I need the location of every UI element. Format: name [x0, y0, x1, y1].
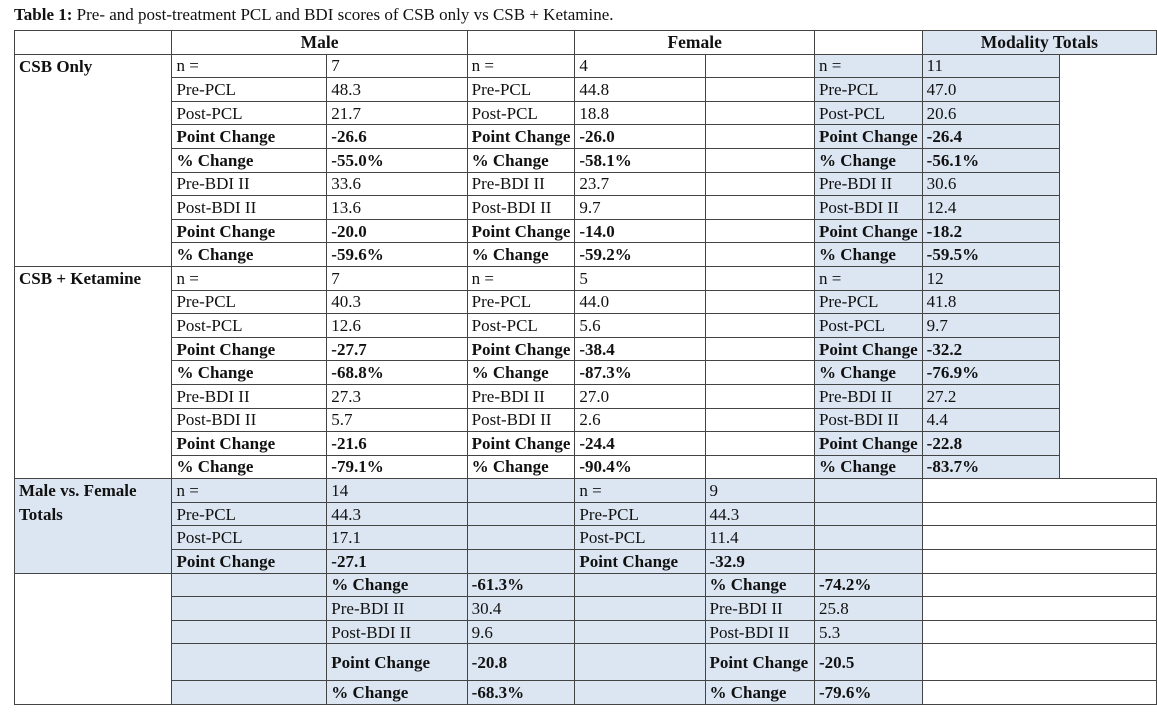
- section-cell: [15, 219, 172, 243]
- spacer-cell: [575, 644, 705, 681]
- cell-value: 7: [327, 54, 467, 78]
- cell-value: 27.2: [922, 384, 1060, 408]
- cell-value: -27.1: [327, 550, 467, 574]
- row-label: Point Change: [575, 550, 705, 574]
- header-male: Male: [172, 31, 467, 55]
- row-label: Post-BDI II: [467, 196, 575, 220]
- cell-value: -20.8: [467, 644, 575, 681]
- cell-value: -87.3%: [575, 361, 705, 385]
- spacer-cell: [467, 526, 575, 550]
- section-cell: [15, 455, 172, 479]
- spacer-cell: [705, 196, 814, 220]
- cell-value: -21.6: [327, 432, 467, 456]
- table-row: [15, 243, 1157, 267]
- row-label: % Change: [467, 243, 575, 267]
- section-cell: [15, 314, 172, 338]
- cell-value: 2.6: [575, 408, 705, 432]
- spacer-cell: [575, 681, 705, 705]
- row-label: % Change: [467, 455, 575, 479]
- cell-value: 9.7: [922, 314, 1060, 338]
- table-row: [15, 644, 1157, 681]
- cell-value: 12.4: [922, 196, 1060, 220]
- spacer-cell: [705, 172, 814, 196]
- cell-value: 4.4: [922, 408, 1060, 432]
- table-row: [15, 125, 1157, 149]
- section-cell: [15, 526, 172, 550]
- row-label: Post-PCL: [575, 526, 705, 550]
- cell-value: -24.4: [575, 432, 705, 456]
- spacer-cell: [172, 573, 327, 597]
- row-label: Pre-BDI II: [327, 597, 467, 621]
- cell-value: -18.2: [922, 219, 1060, 243]
- spacer-cell: [705, 314, 814, 338]
- cell-value: -83.7%: [922, 455, 1060, 479]
- row-label: Pre-PCL: [814, 78, 922, 102]
- row-label: Post-BDI II: [814, 196, 922, 220]
- row-label: Point Change: [172, 125, 327, 149]
- row-label: n =: [172, 54, 327, 78]
- row-label: Pre-BDI II: [467, 384, 575, 408]
- empty-cell: [922, 526, 1156, 550]
- spacer-cell: [705, 78, 814, 102]
- table-row: [15, 550, 1157, 574]
- cell-value: 12.6: [327, 314, 467, 338]
- row-label: Pre-BDI II: [467, 172, 575, 196]
- section-label-csb-only: CSB Only: [15, 54, 172, 78]
- row-label: n =: [575, 479, 705, 503]
- row-label: % Change: [814, 361, 922, 385]
- table-row: [15, 384, 1157, 408]
- spacer-cell: [575, 597, 705, 621]
- spacer-cell: [705, 243, 814, 267]
- table-row: [15, 681, 1157, 705]
- row-label: % Change: [172, 243, 327, 267]
- row-label: Post-PCL: [172, 101, 327, 125]
- cell-value: -59.6%: [327, 243, 467, 267]
- cell-value: -68.3%: [467, 681, 575, 705]
- row-label: Pre-PCL: [467, 78, 575, 102]
- row-label: Point Change: [467, 125, 575, 149]
- table-header-row: [15, 31, 1157, 55]
- cell-value: 30.4: [467, 597, 575, 621]
- spacer-cell: [575, 620, 705, 644]
- header-female: Female: [575, 31, 815, 55]
- row-label: % Change: [705, 681, 814, 705]
- row-label: Point Change: [814, 432, 922, 456]
- table-row: [15, 78, 1157, 102]
- section-label-totals: Male vs. Female: [15, 479, 172, 503]
- spacer-cell: [467, 479, 575, 503]
- cell-value: -32.2: [922, 337, 1060, 361]
- row-label: Point Change: [467, 219, 575, 243]
- cell-value: -14.0: [575, 219, 705, 243]
- caption-label: Table 1:: [14, 5, 73, 24]
- cell-value: 5: [575, 266, 705, 290]
- section-label-totals-line2: Totals: [15, 502, 172, 526]
- section-cell: [15, 432, 172, 456]
- row-label: Post-PCL: [814, 314, 922, 338]
- table-row: [15, 573, 1157, 597]
- row-label: n =: [467, 54, 575, 78]
- row-label: Point Change: [814, 219, 922, 243]
- row-label: Pre-BDI II: [172, 172, 327, 196]
- cell-value: -58.1%: [575, 148, 705, 172]
- row-label: Post-PCL: [172, 526, 327, 550]
- spacer-cell: [705, 148, 814, 172]
- row-label: Point Change: [705, 644, 814, 681]
- table-row: [15, 290, 1157, 314]
- spacer-cell: [705, 361, 814, 385]
- section-cell: [15, 243, 172, 267]
- cell-value: 9: [705, 479, 814, 503]
- cell-value: -68.8%: [327, 361, 467, 385]
- section-cell: [15, 125, 172, 149]
- row-label: Point Change: [172, 337, 327, 361]
- cell-value: 11.4: [705, 526, 814, 550]
- row-label: n =: [172, 479, 327, 503]
- row-label: Pre-PCL: [814, 290, 922, 314]
- cell-value: 47.0: [922, 78, 1060, 102]
- cell-value: -56.1%: [922, 148, 1060, 172]
- spacer-cell: [814, 479, 922, 503]
- cell-value: -22.8: [922, 432, 1060, 456]
- table-row: [15, 337, 1157, 361]
- row-label: Point Change: [467, 432, 575, 456]
- header-blank: [467, 31, 575, 55]
- section-cell: [15, 681, 172, 705]
- row-label: n =: [814, 54, 922, 78]
- table-row: [15, 196, 1157, 220]
- cell-value: -59.5%: [922, 243, 1060, 267]
- section-cell: [15, 148, 172, 172]
- table-caption: [14, 3, 614, 27]
- cell-value: -79.1%: [327, 455, 467, 479]
- cell-value: 20.6: [922, 101, 1060, 125]
- table-row: [15, 54, 1157, 78]
- section-cell: [15, 620, 172, 644]
- section-cell: [15, 384, 172, 408]
- spacer-cell: [467, 502, 575, 526]
- empty-cell: [922, 550, 1156, 574]
- spacer-cell: [467, 550, 575, 574]
- row-label: Post-BDI II: [172, 196, 327, 220]
- cell-value: -74.2%: [814, 573, 922, 597]
- spacer-cell: [575, 573, 705, 597]
- cell-value: 44.3: [705, 502, 814, 526]
- spacer-cell: [705, 290, 814, 314]
- empty-cell: [922, 573, 1156, 597]
- section-cell: [15, 597, 172, 621]
- section-label-csb-ketamine: CSB + Ketamine: [15, 266, 172, 290]
- table-row: [15, 148, 1157, 172]
- row-label: Post-PCL: [172, 314, 327, 338]
- cell-value: 21.7: [327, 101, 467, 125]
- cell-value: 12: [922, 266, 1060, 290]
- section-cell: [15, 361, 172, 385]
- cell-value: 9.7: [575, 196, 705, 220]
- section-cell: [15, 101, 172, 125]
- cell-value: 17.1: [327, 526, 467, 550]
- cell-value: 5.7: [327, 408, 467, 432]
- row-label: Post-BDI II: [705, 620, 814, 644]
- row-label: Point Change: [814, 125, 922, 149]
- row-label: % Change: [705, 573, 814, 597]
- row-label: % Change: [172, 455, 327, 479]
- table-row: [15, 101, 1157, 125]
- spacer-cell: [172, 644, 327, 681]
- cell-value: 48.3: [327, 78, 467, 102]
- row-label: % Change: [172, 148, 327, 172]
- section-cell: [15, 78, 172, 102]
- table-row: [15, 597, 1157, 621]
- cell-value: 27.0: [575, 384, 705, 408]
- cell-value: -26.6: [327, 125, 467, 149]
- row-label: Pre-BDI II: [814, 172, 922, 196]
- cell-value: 9.6: [467, 620, 575, 644]
- cell-value: -20.5: [814, 644, 922, 681]
- cell-value: 44.8: [575, 78, 705, 102]
- cell-value: -59.2%: [575, 243, 705, 267]
- cell-value: 23.7: [575, 172, 705, 196]
- row-label: Point Change: [327, 644, 467, 681]
- table-row: [15, 526, 1157, 550]
- header-blank: [814, 31, 922, 55]
- cell-value: 5.3: [814, 620, 922, 644]
- spacer-cell: [814, 550, 922, 574]
- cell-value: -32.9: [705, 550, 814, 574]
- row-label: % Change: [814, 455, 922, 479]
- row-label: n =: [467, 266, 575, 290]
- spacer-cell: [172, 681, 327, 705]
- header-modality-totals: Modality Totals: [922, 31, 1156, 55]
- empty-cell: [922, 597, 1156, 621]
- row-label: Pre-PCL: [575, 502, 705, 526]
- table-row: [15, 361, 1157, 385]
- row-label: % Change: [327, 573, 467, 597]
- table-row: [15, 172, 1157, 196]
- spacer-cell: [705, 432, 814, 456]
- cell-value: -61.3%: [467, 573, 575, 597]
- spacer-cell: [705, 54, 814, 78]
- row-label: Pre-PCL: [467, 290, 575, 314]
- row-label: Pre-PCL: [172, 290, 327, 314]
- cell-value: -20.0: [327, 219, 467, 243]
- table-row: [15, 502, 1157, 526]
- section-cell: [15, 172, 172, 196]
- row-label: Pre-BDI II: [705, 597, 814, 621]
- row-label: Pre-PCL: [172, 502, 327, 526]
- row-label: Post-BDI II: [172, 408, 327, 432]
- empty-cell: [922, 620, 1156, 644]
- table-row: [15, 266, 1157, 290]
- cell-value: 30.6: [922, 172, 1060, 196]
- cell-value: 44.0: [575, 290, 705, 314]
- section-cell: [15, 290, 172, 314]
- cell-value: 44.3: [327, 502, 467, 526]
- row-label: % Change: [814, 148, 922, 172]
- scores-table: [14, 30, 1157, 705]
- row-label: Post-PCL: [467, 314, 575, 338]
- row-label: % Change: [327, 681, 467, 705]
- spacer-cell: [705, 219, 814, 243]
- section-cell: [15, 196, 172, 220]
- caption-text: Pre- and post-treatment PCL and BDI scores of CSB only vs CSB + Ketamine.: [72, 5, 614, 24]
- spacer-cell: [814, 526, 922, 550]
- cell-value: 27.3: [327, 384, 467, 408]
- spacer-cell: [705, 408, 814, 432]
- row-label: Pre-BDI II: [814, 384, 922, 408]
- table-row: [15, 314, 1157, 338]
- empty-cell: [922, 479, 1156, 503]
- row-label: Point Change: [172, 432, 327, 456]
- row-label: Pre-PCL: [172, 78, 327, 102]
- cell-value: 13.6: [327, 196, 467, 220]
- cell-value: -26.4: [922, 125, 1060, 149]
- cell-value: 41.8: [922, 290, 1060, 314]
- spacer-cell: [705, 125, 814, 149]
- empty-cell: [922, 644, 1156, 681]
- table-row: [15, 219, 1157, 243]
- section-cell: [15, 573, 172, 597]
- row-label: Post-BDI II: [327, 620, 467, 644]
- cell-value: -90.4%: [575, 455, 705, 479]
- cell-value: 40.3: [327, 290, 467, 314]
- section-cell: [15, 337, 172, 361]
- row-label: % Change: [467, 148, 575, 172]
- row-label: Post-PCL: [814, 101, 922, 125]
- row-label: % Change: [467, 361, 575, 385]
- spacer-cell: [705, 101, 814, 125]
- spacer-cell: [705, 455, 814, 479]
- spacer-cell: [172, 620, 327, 644]
- cell-value: -79.6%: [814, 681, 922, 705]
- table-row: [15, 432, 1157, 456]
- table-row: [15, 479, 1157, 503]
- row-label: n =: [172, 266, 327, 290]
- section-cell: [15, 408, 172, 432]
- row-label: Point Change: [814, 337, 922, 361]
- table-row: [15, 455, 1157, 479]
- section-cell: [15, 644, 172, 681]
- spacer-cell: [172, 597, 327, 621]
- row-label: Post-BDI II: [814, 408, 922, 432]
- row-label: Pre-BDI II: [172, 384, 327, 408]
- row-label: % Change: [172, 361, 327, 385]
- row-label: % Change: [814, 243, 922, 267]
- cell-value: -27.7: [327, 337, 467, 361]
- cell-value: 33.6: [327, 172, 467, 196]
- spacer-cell: [705, 337, 814, 361]
- row-label: Post-BDI II: [467, 408, 575, 432]
- spacer-cell: [705, 266, 814, 290]
- row-label: Point Change: [172, 550, 327, 574]
- cell-value: 11: [922, 54, 1060, 78]
- cell-value: 25.8: [814, 597, 922, 621]
- cell-value: -38.4: [575, 337, 705, 361]
- section-cell: [15, 550, 172, 574]
- cell-value: 4: [575, 54, 705, 78]
- cell-value: 18.8: [575, 101, 705, 125]
- cell-value: -55.0%: [327, 148, 467, 172]
- table-row: [15, 620, 1157, 644]
- row-label: Point Change: [467, 337, 575, 361]
- spacer-cell: [814, 502, 922, 526]
- empty-cell: [922, 681, 1156, 705]
- row-label: n =: [814, 266, 922, 290]
- header-blank: [15, 31, 172, 55]
- cell-value: -26.0: [575, 125, 705, 149]
- row-label: Point Change: [172, 219, 327, 243]
- empty-cell: [922, 502, 1156, 526]
- cell-value: 14: [327, 479, 467, 503]
- cell-value: 5.6: [575, 314, 705, 338]
- cell-value: -76.9%: [922, 361, 1060, 385]
- spacer-cell: [705, 384, 814, 408]
- table-row: [15, 408, 1157, 432]
- row-label: Post-PCL: [467, 101, 575, 125]
- cell-value: 7: [327, 266, 467, 290]
